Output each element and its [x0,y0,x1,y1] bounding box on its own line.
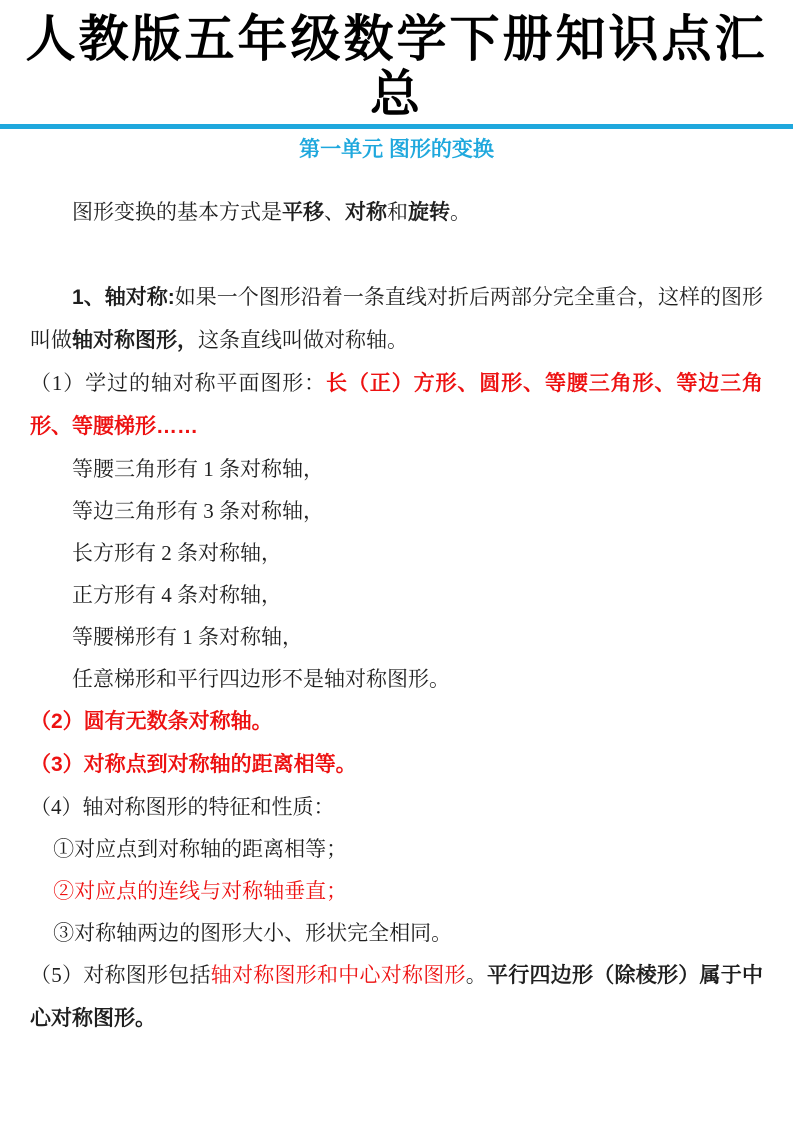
text-run: 等腰梯形有 1 条对称轴， [72,625,303,649]
text-run: 长（正）方形、圆形、等腰三角形、等边三角形、等腰梯形…… [30,372,763,438]
para-list-isosceles-triangle [30,448,763,490]
text-run: 轴对称图形和中心对称图形 [210,963,466,987]
para-point-1 [30,362,763,448]
text-run: 1、轴对称: [72,286,175,309]
text-run: 。 [450,200,471,224]
text-run: 平移 [282,201,324,224]
text-run: 对称 [345,201,387,224]
text-run: 旋转 [408,201,450,224]
text-run: 、 [324,200,345,224]
text-run: 正方形有 4 条对称轴， [72,583,282,607]
para-list-square [30,574,763,616]
text-run: 长方形有 2 条对称轴， [72,541,282,565]
para-section-1-axial-symmetry [30,276,763,362]
text-run: 和 [387,200,408,224]
text-run: （1）学过的轴对称平面图形： [30,371,327,395]
text-run: ③对称轴两边的图形大小、形状完全相同。 [53,921,453,945]
document-body [30,191,763,1040]
text-run: （2）圆有无数条对称轴。 [30,710,273,733]
section-heading: 第一单元 图形的变换 [299,138,494,161]
text-run: ①对应点到对称轴的距离相等； [53,837,348,861]
para-point-4 [30,786,763,828]
para-blank [30,234,763,276]
text-run: 等边三角形有 3 条对称轴， [72,499,324,523]
para-list-isosceles-trapezoid [30,616,763,658]
text-run: 这条直线叫做对称轴。 [198,328,408,352]
para-intro [30,191,763,234]
text-run: 。 [465,963,487,987]
text-run: 如果一个图形沿着一条直线对折后两部分完全重合，这样的图形叫做 [30,285,763,352]
text-run: 等腰三角形有 1 条对称轴， [72,457,324,481]
para-property-3 [30,912,763,954]
text-run: 轴对称图形， [72,329,198,352]
para-point-5 [30,954,763,1040]
para-point-3 [30,743,763,786]
text-run: 图形变换的基本方式是 [72,200,282,224]
page-title: 人教版五年级数学下册知识点汇总 [0,12,793,129]
text-run: 任意梯形和平行四边形不是轴对称图形。 [72,667,450,691]
para-property-2 [30,870,763,912]
para-list-rectangle [30,532,763,574]
text-run: ②对应点的连线与对称轴垂直； [53,879,348,903]
para-list-equilateral-triangle [30,490,763,532]
para-point-2 [30,700,763,743]
text-run: （4）轴对称图形的特征和性质： [30,795,335,819]
text-run: （3）对称点到对称轴的距离相等。 [30,753,357,776]
title-wrap [0,0,793,129]
para-property-1 [30,828,763,870]
text-run: 平行四边形（除棱形）属于中心对称图形。 [30,964,763,1030]
text-run: （5）对称图形包括 [30,963,211,987]
para-list-other-shapes [30,658,763,700]
